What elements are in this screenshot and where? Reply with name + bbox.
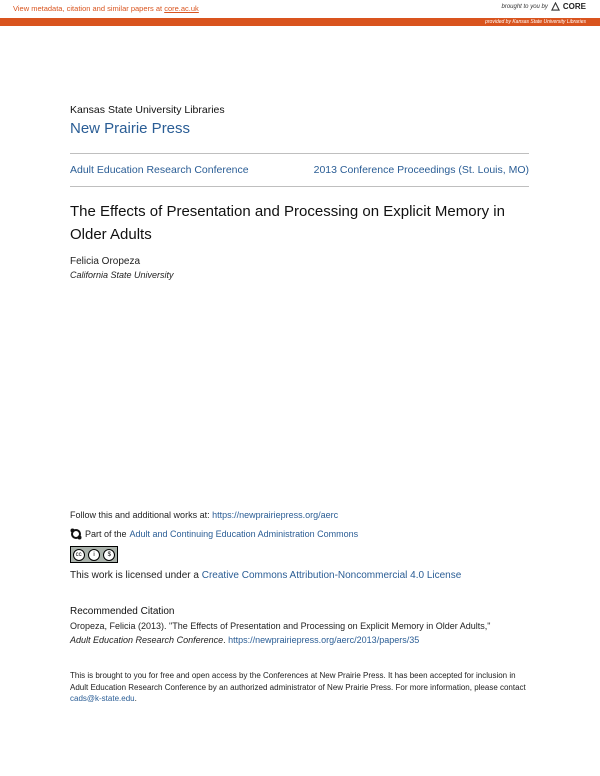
part-of-text: Part of the <box>85 529 127 539</box>
license-line <box>70 570 461 581</box>
license-text: This work is licensed under a <box>70 570 202 581</box>
author-affiliation: California State University <box>70 270 174 280</box>
citation-heading: Recommended Citation <box>70 606 175 617</box>
by-icon: i <box>88 549 100 561</box>
paper-title: The Effects of Presentation and Processing on Explicit Memory in Older Adults <box>70 203 505 243</box>
core-banner <box>0 0 600 20</box>
divider <box>70 186 529 187</box>
license-link[interactable]: Creative Commons Attribution-Noncommercial 4.0 License <box>201 570 462 581</box>
part-of-line <box>70 528 358 540</box>
follow-link[interactable]: https://newprairiepress.org/aerc <box>212 510 339 520</box>
citation-venue-line <box>70 635 419 645</box>
divider <box>70 153 529 154</box>
proceedings-link[interactable]: 2013 Conference Proceedings (St. Louis, MO) <box>313 164 529 176</box>
access-notice-text: This is brought to you for free and open access by the Conferences at New Prairie Press. It has been accepted for inclusion in Adult Education Research Conference by an authorized administrator of New Prairie Press. For more information, please contact <box>70 671 526 692</box>
nc-icon: $ <box>103 549 115 561</box>
contact-email[interactable]: cads@k-state.edu <box>70 694 135 703</box>
brought-by <box>502 2 587 11</box>
commons-link[interactable]: Adult and Continuing Education Administration Commons <box>129 529 359 539</box>
access-notice-end: . <box>134 694 137 703</box>
citation-venue: Adult Education Research Conference <box>70 635 224 645</box>
network-icon <box>70 528 82 540</box>
cc-icon: cc <box>73 549 85 561</box>
core-metadata-notice <box>13 4 199 13</box>
core-notice-text: View metadata, citation and similar papers at <box>13 4 165 13</box>
core-link[interactable]: core.ac.uk <box>164 4 199 13</box>
provided-by-text: provided by Kansas State University Libraries <box>485 19 586 25</box>
citation-link[interactable]: https://newprairiepress.org/aerc/2013/papers/35 <box>228 635 420 645</box>
citation-separator: . <box>223 635 229 645</box>
access-notice <box>70 670 530 705</box>
follow-text: Follow this and additional works at: <box>70 510 213 520</box>
core-logo-icon <box>551 2 560 11</box>
citation-text: Oropeza, Felicia (2013). "The Effects of Presentation and Processing on Explicit Memory in Older Adults," <box>70 621 491 631</box>
author-name: Felicia Oropeza <box>70 256 141 267</box>
follow-line <box>70 510 338 520</box>
press-name[interactable]: New Prairie Press <box>70 120 191 137</box>
brought-by-text: brought to you by <box>501 3 548 10</box>
provided-by-bar <box>0 18 600 26</box>
cc-license-badge[interactable] <box>70 546 118 563</box>
core-logo-text: CORE <box>562 2 586 11</box>
conference-link[interactable]: Adult Education Research Conference <box>70 164 249 176</box>
library-name: Kansas State University Libraries <box>70 104 225 116</box>
